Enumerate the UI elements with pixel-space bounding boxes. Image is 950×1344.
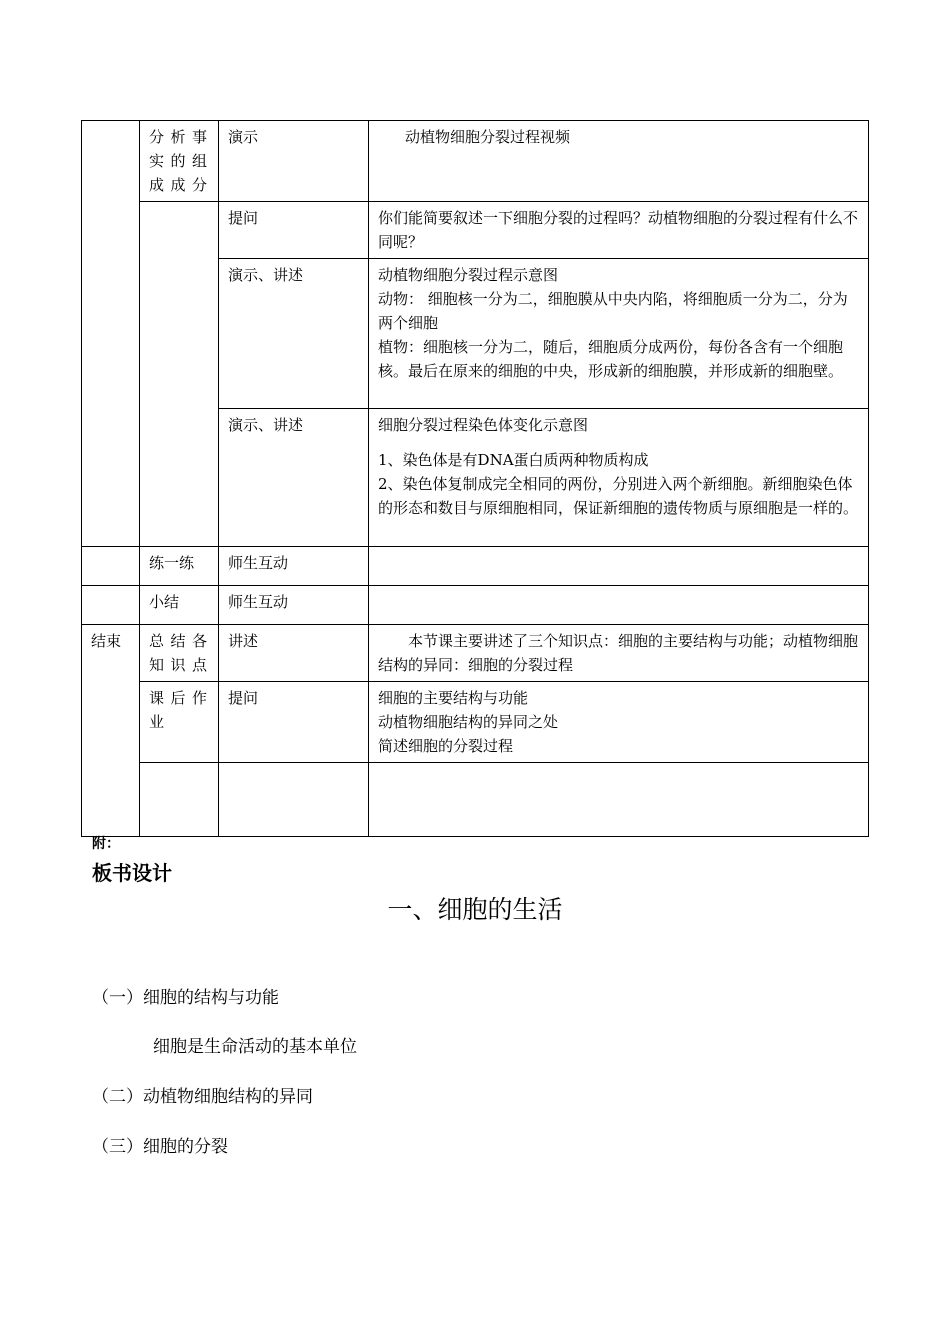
method-cell: 提问: [219, 202, 369, 259]
phase-cell: 结束: [82, 625, 140, 837]
method-cell: 讲述: [219, 625, 369, 682]
content-cell-empty: [369, 586, 869, 625]
content-line: 植物：细胞核一分为二，随后，细胞质分成两份，每份各含有一个细胞核。最后在原来的细胞的中央，形成新的细胞膜，并形成新的细胞壁。: [378, 338, 844, 380]
table-row: [82, 121, 869, 202]
outline-item: （二）动植物细胞结构的异同: [92, 1087, 313, 1107]
method-cell-empty: [219, 763, 369, 837]
content-cell-empty: [369, 547, 869, 586]
content-line: 动植物细胞结构的异同之处: [378, 713, 559, 731]
stage-cell: 总结各知识点: [140, 625, 219, 682]
stage-cell: 分析事实的组成成分: [140, 121, 219, 202]
phase-cell-empty: [82, 547, 140, 586]
table-row: [82, 586, 869, 625]
content-line: 简述细胞的分裂过程: [378, 737, 514, 755]
table-row: [82, 625, 869, 682]
content-cell: [369, 259, 869, 409]
stage-cell-empty: [140, 763, 219, 837]
stage-cell: 练一练: [140, 547, 219, 586]
stage-cell: 课后作业: [140, 682, 219, 763]
table-row: [82, 547, 869, 586]
outline-item: （一）细胞的结构与功能: [92, 988, 279, 1008]
content-cell: [369, 409, 869, 547]
appendix-label: 附：: [92, 836, 120, 852]
method-cell: 演示、讲述: [219, 409, 369, 547]
method-cell: 演示: [219, 121, 369, 202]
board-design-heading: 板书设计: [92, 861, 172, 885]
stage-cell: 小结: [140, 586, 219, 625]
outline-subitem: 细胞是生命活动的基本单位: [153, 1037, 357, 1057]
table-row: [82, 682, 869, 763]
page-title: 一、细胞的生活: [387, 895, 563, 924]
phase-cell-empty: [82, 121, 140, 547]
table-row: [82, 763, 869, 837]
content-cell: 动植物细胞分裂过程视频: [369, 121, 869, 202]
stage-cell-empty: [140, 202, 219, 547]
content-line: 动物： 细胞核一分为二，细胞膜从中央内陷，将细胞质一分为二，分为两个细胞: [378, 290, 848, 332]
content-cell: [369, 682, 869, 763]
method-cell: 师生互动: [219, 547, 369, 586]
content-line: 细胞的主要结构与功能: [378, 689, 529, 707]
content-cell: 本节课主要讲述了三个知识点：细胞的主要结构与功能；动植物细胞结构的异同：细胞的分裂过程: [369, 625, 869, 682]
lesson-plan-table: [81, 120, 869, 837]
method-cell: 演示、讲述: [219, 259, 369, 409]
content-line: 细胞分裂过程染色体变化示意图: [378, 416, 589, 434]
content-line: 2、染色体复制成完全相同的两份，分别进入两个新细胞。新细胞染色体的形态和数目与原细胞相同，保证新细胞的遗传物质与原细胞是一样的。: [378, 475, 859, 517]
content-line: 1、染色体是有DNA蛋白质两种物质构成: [378, 451, 649, 469]
outline-item: （三）细胞的分裂: [92, 1137, 228, 1157]
method-cell: 提问: [219, 682, 369, 763]
content-cell: 你们能简要叙述一下细胞分裂的过程吗？动植物细胞的分裂过程有什么不同呢？: [369, 202, 869, 259]
table-row: [82, 202, 869, 259]
content-cell-empty: [369, 763, 869, 837]
content-line: 动植物细胞分裂过程示意图: [378, 266, 559, 284]
phase-cell-empty: [82, 586, 140, 625]
method-cell: 师生互动: [219, 586, 369, 625]
